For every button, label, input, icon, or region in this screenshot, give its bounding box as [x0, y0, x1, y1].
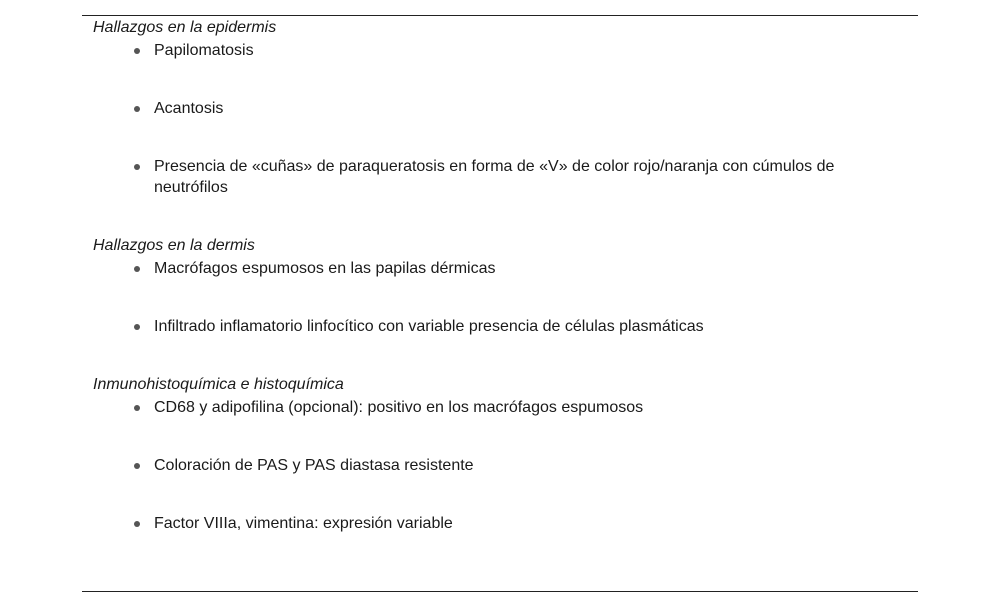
list-item-text: Acantosis [154, 100, 224, 117]
list-item-text: Papilomatosis [154, 42, 254, 59]
findings-list [93, 397, 853, 534]
top-rule [82, 15, 918, 16]
section-heading: Hallazgos en la epidermis [93, 19, 277, 36]
findings-list [93, 40, 853, 198]
list-item [93, 40, 853, 61]
list-item [93, 513, 853, 534]
bullet-icon [134, 106, 140, 112]
section-immunohistochemistry [93, 374, 853, 534]
bullet-icon [134, 164, 140, 170]
list-item-text: Coloración de PAS y PAS diastasa resistente [154, 457, 474, 474]
bottom-rule [82, 591, 918, 592]
section-dermis [93, 235, 853, 337]
section-epidermis [93, 17, 853, 198]
list-item-text: Factor VIIIa, vimentina: expresión variable [154, 515, 453, 532]
bullet-icon [134, 521, 140, 527]
bullet-icon [134, 266, 140, 272]
bullet-icon [134, 405, 140, 411]
list-item [93, 455, 853, 476]
findings-table [93, 17, 853, 571]
list-item [93, 316, 853, 337]
bullet-icon [134, 324, 140, 330]
list-item-text: Presencia de «cuñas» de paraqueratosis en forma de «V» de color rojo/naranja con cúmulos de neutrófilos [154, 158, 835, 196]
list-item [93, 156, 853, 198]
list-item-text: CD68 y adipofilina (opcional): positivo en los macrófagos espumosos [154, 399, 644, 416]
section-heading: Hallazgos en la dermis [93, 237, 255, 254]
bullet-icon [134, 48, 140, 54]
list-item [93, 98, 853, 119]
findings-list [93, 258, 853, 337]
list-item-text: Macrófagos espumosos en las papilas dérmicas [154, 260, 496, 277]
list-item [93, 397, 853, 418]
section-heading: Inmunohistoquímica e histoquímica [93, 376, 344, 393]
list-item-text: Infiltrado inflamatorio linfocítico con variable presencia de células plasmáticas [154, 318, 704, 335]
bullet-icon [134, 463, 140, 469]
list-item [93, 258, 853, 279]
